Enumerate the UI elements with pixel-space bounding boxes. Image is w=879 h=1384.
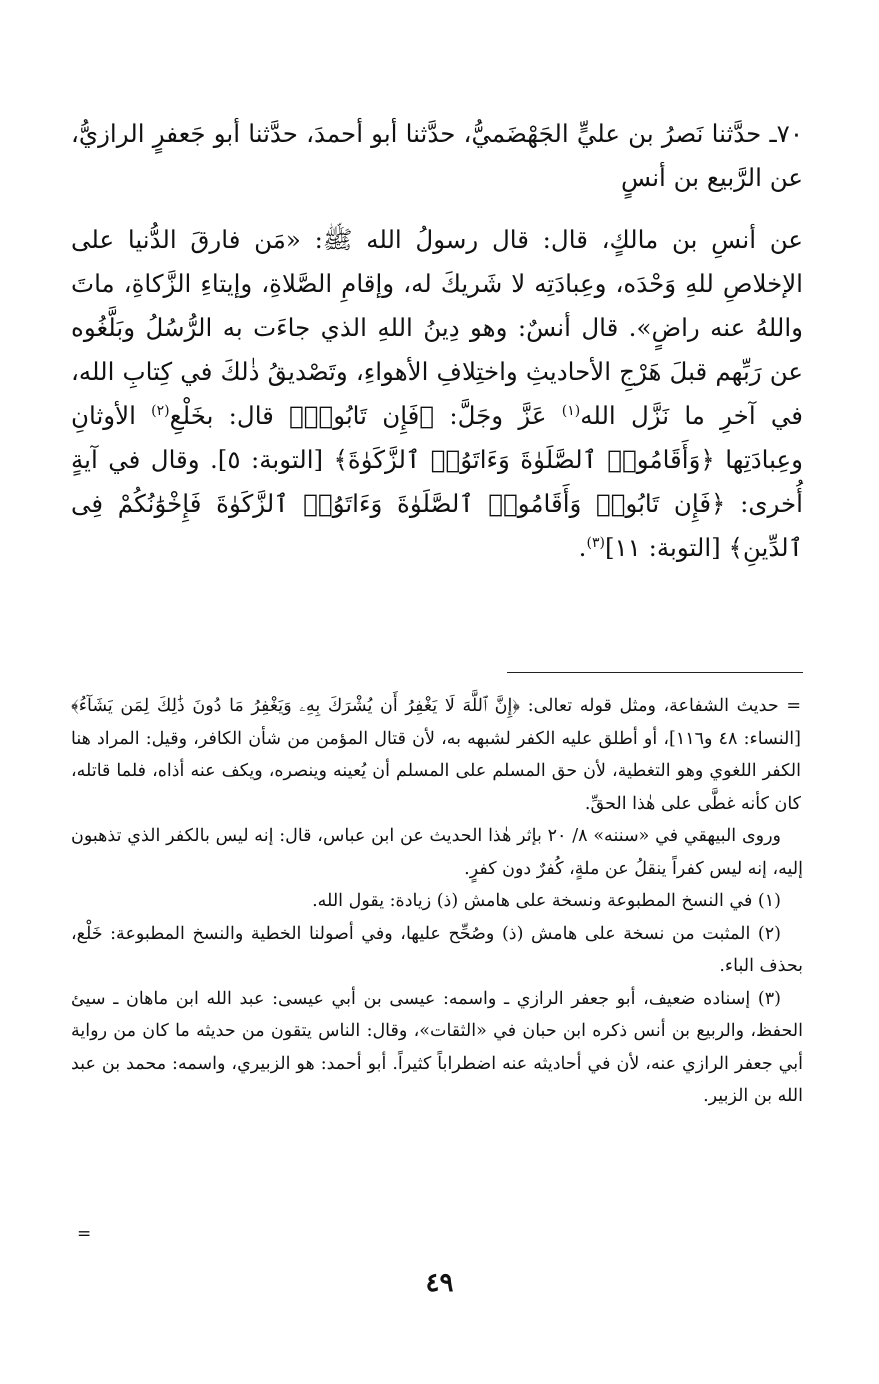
footnote-marker-1: (١) bbox=[561, 402, 581, 419]
hadith-body bbox=[71, 218, 803, 570]
hadith-chain: ٧٠ـ حدَّثنا نَصرُ بن عليٍّ الجَهْضَميُّ، حدَّثنا أبو أحمدَ، حدَّثنا أبو جَعفرٍ الرازيُّ، عن الرَّبيع بن أنسٍ bbox=[71, 119, 803, 192]
footnote-divider bbox=[507, 672, 803, 673]
footnote-1: (١) في النسخ المطبوعة ونسخة على هامش (ذ) زيادة: يقول الله. bbox=[312, 891, 781, 911]
hadith-text-part-3: الأوثانِ وعِبادَتِها ﴿وَأَقَامُوا۟ ٱلصَّلَوٰةَ وَءَاتَوُا۟ ٱلزَّكَوٰةَ﴾ [التوبة: ٥]. وقال في آيةٍ أُخرى: ﴿فَإِن تَابُوا۟ وَأَقَامُوا۟ ٱلصَّلَوٰةَ وَءَاتَوُا۟ ٱلزَّكَوٰةَ فَإِخْوَٰنُكُمْ فِى ٱلدِّينِ﴾ [التوبة: ١١] bbox=[71, 401, 803, 562]
hadith-end-mark: . bbox=[578, 533, 587, 562]
footnote-marker-2: (٢) bbox=[151, 402, 170, 419]
continuation-mark: = bbox=[77, 1224, 92, 1244]
footnote-marker-3: (٣) bbox=[586, 534, 605, 551]
main-text bbox=[71, 112, 803, 570]
footnotes-section bbox=[71, 690, 803, 1113]
hadith-text-part-2: عَزَّ وجَلَّ: ﴿فَإِن تَابُوا۟﴾ قال: بخَلْعِ bbox=[169, 401, 562, 430]
footnote-2: (٢) المثبت من نسخة على هامش (ذ) وصُحِّح عليها، وفي أصولنا الخطية والنسخ المطبوعة: خَلْع، بحذف الباء. bbox=[71, 923, 803, 976]
footnote-continuation: = حديث الشفاعة، ومثل قوله تعالى: ﴿إِنَّ ٱللَّهَ لَا يَغْفِرُ أَن يُشْرَكَ بِهِۦ وَيَغْفِرُ مَا دُونَ ذَٰلِكَ لِمَن يَشَآءُ﴾ [النساء: ٤٨ و١١٦]، أو أطلق عليه الكفر لشبهه به، لأن قتال المؤمن من شأن الكافر، وقيل: المراد هنا الكفر اللغوي وهو التغطية، لأن حق المسلم على المسلم أن يُعينه وينصره، ويكف عنه أذاه، فلما قاتله، كان كأنه غطَّى على هٰذا الحقِّ. bbox=[71, 690, 803, 820]
page-number: ٤٩ bbox=[425, 1268, 454, 1298]
footnote-3: (٣) إسناده ضعيف، أبو جعفر الرازي ـ واسمه: عيسى بن أبي عيسى: عبد الله ابن ماهان ـ سيئ الحفظ، والربيع بن أنس ذكره ابن حبان في «الثقات»، وقال: الناس يتقون من حديثه ما كان من رواية أبي جعفر الرازي عنه، لأن في أحاديثه عنه اضطراباً كثيراً. أبو أحمد: هو الزبيري، واسمه: محمد بن عبد الله بن الزبير. bbox=[71, 988, 803, 1106]
footnote-bayhaqi: وروى البيهقي في «سننه» ٨/ ٢٠ بإثر هٰذا الحديث عن ابن عباس، قال: إنه ليس بالكفر الذي تذهبون إليه، إنه ليس كفراً ينقلُ عن ملةٍ، كُفرٌ دون كفرٍ. bbox=[71, 826, 803, 879]
hadith-text-part-1: عن أنسِ بن مالكٍ، قال: قال رسولُ الله ﷺ: «مَن فارقَ الدُّنيا على الإخلاصِ للهِ وَحْدَه، وعِبادَتِه لا شَريكَ له، وإقامِ الصَّلاةِ، وإيتاءِ الزَّكاةِ، ماتَ واللهُ عنه راضٍ». قال أنسٌ: وهو دِينُ اللهِ الذي جاءَت به الرُّسُلُ وبَلَّغُوه عن رَبِّهم قبلَ هَرْجِ الأحاديثِ واختِلافِ الأهواءِ، وتَصْديقُ ذٰلكَ في كِتابِ الله، في آخرِ ما نَزَّل الله bbox=[71, 225, 804, 430]
